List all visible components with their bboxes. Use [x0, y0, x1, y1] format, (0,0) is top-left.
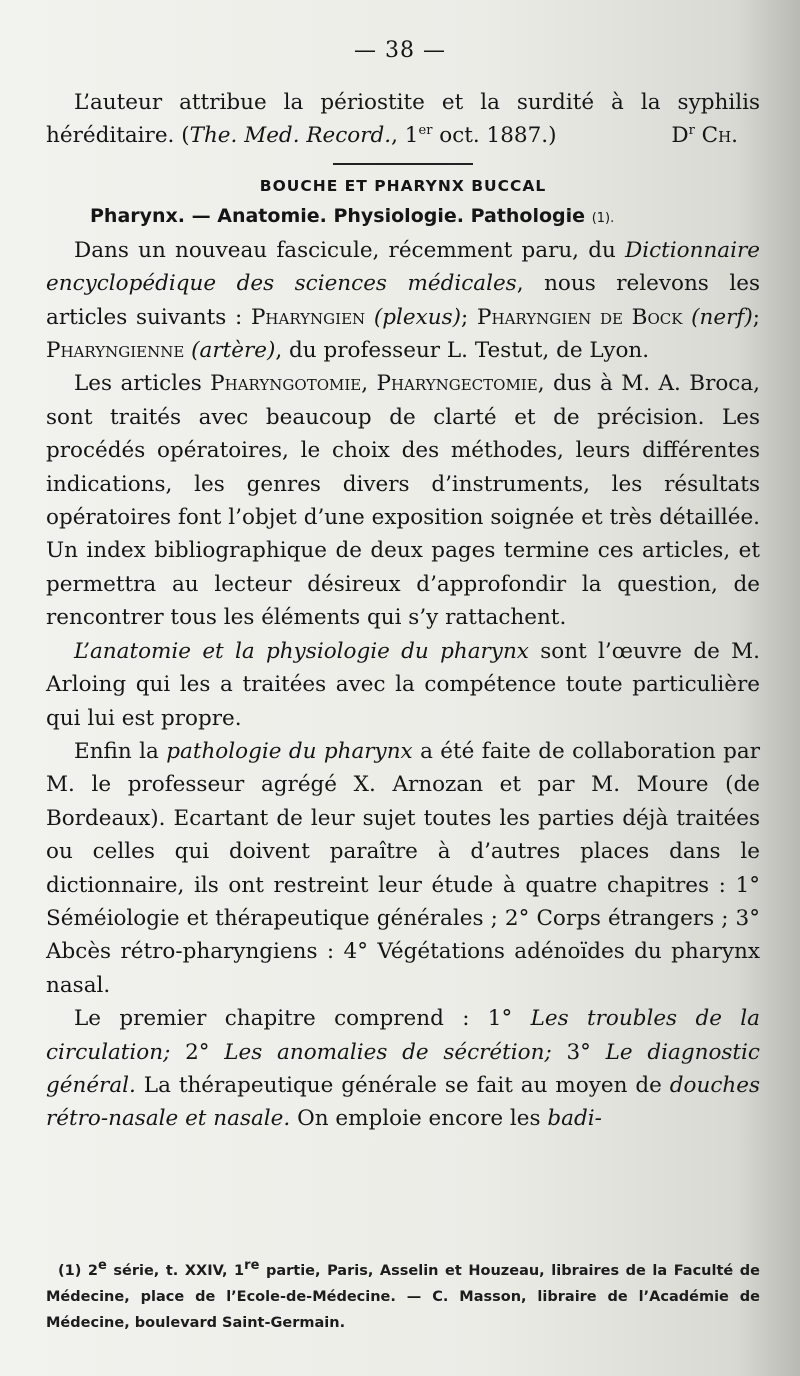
p5-italic-5: badi-	[547, 1106, 602, 1132]
intro-text: L’auteur attribue la périostite et la surdité à la syphilis héréditaire. (	[46, 90, 760, 149]
dictionary-title: Dictionnaire encyclopédique des sciences médicales	[46, 237, 760, 297]
p5-italic-2: Les anomalies de sécrétion;	[224, 1039, 552, 1065]
p2-text-a: Les articles	[74, 371, 211, 397]
fn-sup-1: e	[98, 1258, 107, 1274]
subheading-text: Pharynx. — Anatomie. Physiologie. Pathologie	[90, 204, 586, 227]
p1-sep1: ;	[461, 304, 478, 330]
author-prefix: D	[671, 123, 689, 149]
footnote	[46, 1258, 760, 1336]
journal-title: The. Med. Record.	[189, 123, 392, 149]
article-pharyngien: Pharyngien	[250, 304, 366, 330]
paragraph-3	[46, 635, 760, 735]
paragraph-1	[46, 234, 760, 368]
subheading	[46, 201, 760, 234]
main-text-column	[46, 86, 760, 1136]
p5-italic-4: douches rétro-nasale et nasale.	[46, 1072, 760, 1132]
p5-italic-3: Le diagnostic général.	[46, 1039, 760, 1098]
fn-text-b: série, t. XXIV, 1	[106, 1263, 245, 1279]
p3-italic: L’anatomie et la physiologie du pharynx	[74, 638, 529, 664]
section-divider	[333, 163, 473, 165]
p5-text-d: La thérapeutique générale se fait au moyen de	[135, 1072, 670, 1098]
p1-text-b: , nous relevons les articles suivants :	[46, 271, 760, 330]
p1-artere: (artère)	[184, 338, 276, 364]
article-pharyngien-de-bock: Pharyngien de Bock	[477, 304, 683, 330]
footnote-text	[46, 1258, 760, 1336]
p4-text-b: a été faite de collaboration par M. le professeur agrégé X. Arnozan et par M. Moure (de Bordeaux). Ecartant de leur sujet toutes les parties déjà traitées ou celles qui doivent paraître à d’autres places dans le dictionnaire, ils ont restreint leur étude à quatre chapitres : 1° Séméiologie et thérapeutique générales ; 2° Corps étrangers ; 3° Abcès rétro-pharyngiens : 4° Végétations adénoïdes du pharynx nasal.	[46, 738, 761, 998]
fn-text-c: partie, Paris, Asselin et Houzeau, libraires de la Faculté de Médecine, place de l’Ecole-de-Médecine. — C. Masson, libraire de l’Académie de Médecine, boulevard Saint-Germain.	[46, 1263, 761, 1331]
p1-nerf: (nerf)	[682, 304, 753, 330]
p1-text-a: Dans un nouveau fascicule, récemment paru, du	[74, 237, 625, 263]
p5-text-c: 3°	[551, 1039, 606, 1065]
intro-paragraph	[46, 86, 760, 153]
p5-text-a: Le premier chapitre comprend : 1°	[74, 1006, 531, 1032]
p2-text-b: , dus à M. A. Broca, sont traités avec beaucoup de clarté et de précision. Les procédés opératoires, le choix des méthodes, leurs différentes indications, les genres divers d’instruments, les résultats opératoires font l’objet d’une exposition soignée et très détaillée. Un index bibliographique de deux pages termine ces articles, et permettra au lecteur désireux d’approfondir la question, de rencontrer tous les éléments qui s’y rattachent.	[46, 371, 760, 631]
footnote-reference: (1).	[591, 210, 615, 226]
p1-plexus: (plexus)	[365, 304, 462, 330]
article-pharyngectomie: Pharyngectomie	[376, 371, 538, 397]
p1-text-c: , du professeur L. Testut, de Lyon.	[275, 338, 650, 364]
p5-italic-1: Les troubles de la circulation;	[46, 1006, 760, 1065]
paragraph-5	[46, 1002, 760, 1136]
article-pharyngienne: Pharyngienne	[46, 338, 185, 364]
p5-text-b: 2°	[170, 1039, 225, 1065]
author-superscript: r	[688, 123, 695, 139]
fn-text-a: (1) 2	[58, 1263, 98, 1279]
date-text-end: oct. 1887.)	[432, 123, 557, 149]
p4-text-a: Enfin la	[74, 738, 167, 764]
paragraph-2	[46, 367, 760, 634]
intro-author	[643, 119, 738, 152]
p5-text-e: On emploie encore les	[290, 1106, 548, 1132]
article-pharyngotomie: Pharyngotomie	[210, 371, 362, 397]
page-number: — 38 —	[354, 38, 446, 63]
date-text: , 1	[391, 123, 419, 149]
p2-sep: ,	[361, 371, 377, 397]
paragraph-4	[46, 735, 760, 1002]
fn-sup-2: re	[244, 1258, 260, 1274]
p1-sep2: ;	[752, 304, 760, 330]
date-superscript: er	[418, 123, 433, 139]
p4-italic: pathologie du pharynx	[166, 738, 413, 764]
p3-text: sont l’œuvre de M. Arloing qui les a traitées avec la compétence toute particulière qui lui est propre.	[46, 638, 761, 731]
author-name: Ch.	[694, 123, 738, 149]
section-title: BOUCHE ET PHARYNX BUCCAL	[259, 176, 547, 195]
